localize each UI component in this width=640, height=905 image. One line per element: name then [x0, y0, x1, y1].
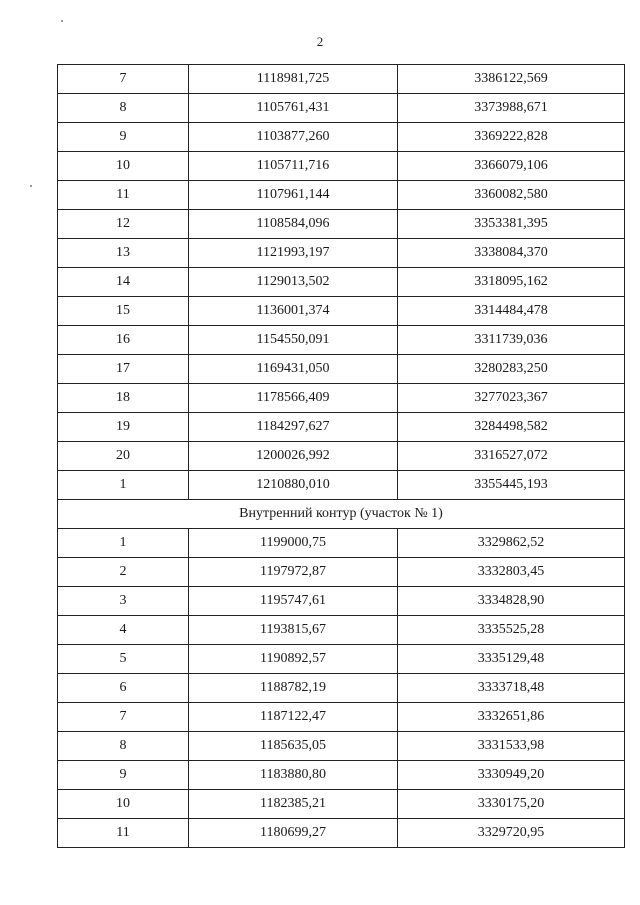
y-coordinate-cell: 3333718,48 — [398, 674, 625, 703]
x-coordinate-cell: 1185635,05 — [189, 732, 398, 761]
point-number-cell: 20 — [58, 442, 189, 471]
scan-speck — [30, 185, 32, 187]
point-number-cell: 5 — [58, 645, 189, 674]
table-row — [58, 326, 625, 355]
point-number-cell: 10 — [58, 790, 189, 819]
y-coordinate-cell: 3366079,106 — [398, 152, 625, 181]
y-coordinate-cell: 3353381,395 — [398, 210, 625, 239]
point-number-cell: 14 — [58, 268, 189, 297]
y-coordinate-cell: 3335129,48 — [398, 645, 625, 674]
table-row — [58, 239, 625, 268]
point-number-cell: 13 — [58, 239, 189, 268]
y-coordinate-cell: 3334828,90 — [398, 587, 625, 616]
y-coordinate-cell: 3318095,162 — [398, 268, 625, 297]
y-coordinate-cell: 3330175,20 — [398, 790, 625, 819]
table-row — [58, 65, 625, 94]
y-coordinate-cell: 3316527,072 — [398, 442, 625, 471]
table-row — [58, 790, 625, 819]
x-coordinate-cell: 1199000,75 — [189, 529, 398, 558]
point-number-cell: 6 — [58, 674, 189, 703]
x-coordinate-cell: 1154550,091 — [189, 326, 398, 355]
x-coordinate-cell: 1105711,716 — [189, 152, 398, 181]
x-coordinate-cell: 1184297,627 — [189, 413, 398, 442]
outer-contour-rows — [58, 65, 625, 500]
table-row — [58, 529, 625, 558]
table-row — [58, 558, 625, 587]
table-row — [58, 587, 625, 616]
y-coordinate-cell: 3332803,45 — [398, 558, 625, 587]
point-number-cell: 7 — [58, 65, 189, 94]
x-coordinate-cell: 1187122,47 — [189, 703, 398, 732]
x-coordinate-cell: 1136001,374 — [189, 297, 398, 326]
y-coordinate-cell: 3277023,367 — [398, 384, 625, 413]
inner-contour-header — [58, 500, 625, 529]
point-number-cell: 12 — [58, 210, 189, 239]
point-number-cell: 2 — [58, 558, 189, 587]
point-number-cell: 1 — [58, 529, 189, 558]
coordinates-table — [57, 64, 625, 848]
table-row — [58, 761, 625, 790]
x-coordinate-cell: 1210880,010 — [189, 471, 398, 500]
table-row — [58, 268, 625, 297]
inner-contour-rows — [58, 529, 625, 848]
y-coordinate-cell: 3386122,569 — [398, 65, 625, 94]
y-coordinate-cell: 3329720,95 — [398, 819, 625, 848]
y-coordinate-cell: 3284498,582 — [398, 413, 625, 442]
x-coordinate-cell: 1182385,21 — [189, 790, 398, 819]
point-number-cell: 7 — [58, 703, 189, 732]
y-coordinate-cell: 3338084,370 — [398, 239, 625, 268]
point-number-cell: 15 — [58, 297, 189, 326]
y-coordinate-cell: 3311739,036 — [398, 326, 625, 355]
point-number-cell: 1 — [58, 471, 189, 500]
point-number-cell: 16 — [58, 326, 189, 355]
table-row — [58, 645, 625, 674]
x-coordinate-cell: 1108584,096 — [189, 210, 398, 239]
y-coordinate-cell: 3314484,478 — [398, 297, 625, 326]
y-coordinate-cell: 3280283,250 — [398, 355, 625, 384]
table-row — [58, 471, 625, 500]
scan-speck — [61, 20, 63, 22]
x-coordinate-cell: 1180699,27 — [189, 819, 398, 848]
table-row — [58, 819, 625, 848]
y-coordinate-cell: 3335525,28 — [398, 616, 625, 645]
x-coordinate-cell: 1183880,80 — [189, 761, 398, 790]
point-number-cell: 17 — [58, 355, 189, 384]
point-number-cell: 3 — [58, 587, 189, 616]
x-coordinate-cell: 1105761,431 — [189, 94, 398, 123]
x-coordinate-cell: 1129013,502 — [189, 268, 398, 297]
y-coordinate-cell: 3373988,671 — [398, 94, 625, 123]
x-coordinate-cell: 1118981,725 — [189, 65, 398, 94]
table-row — [58, 703, 625, 732]
point-number-cell: 8 — [58, 94, 189, 123]
x-coordinate-cell: 1107961,144 — [189, 181, 398, 210]
point-number-cell: 8 — [58, 732, 189, 761]
x-coordinate-cell: 1195747,61 — [189, 587, 398, 616]
point-number-cell: 11 — [58, 181, 189, 210]
table-row — [58, 297, 625, 326]
point-number-cell: 18 — [58, 384, 189, 413]
table-row — [58, 181, 625, 210]
point-number-cell: 9 — [58, 761, 189, 790]
x-coordinate-cell: 1193815,67 — [189, 616, 398, 645]
x-coordinate-cell: 1178566,409 — [189, 384, 398, 413]
x-coordinate-cell: 1188782,19 — [189, 674, 398, 703]
x-coordinate-cell: 1190892,57 — [189, 645, 398, 674]
table-row — [58, 732, 625, 761]
x-coordinate-cell: 1197972,87 — [189, 558, 398, 587]
y-coordinate-cell: 3369222,828 — [398, 123, 625, 152]
table-row — [58, 674, 625, 703]
point-number-cell: 11 — [58, 819, 189, 848]
y-coordinate-cell: 3329862,52 — [398, 529, 625, 558]
section-header-row — [58, 500, 625, 529]
table-row — [58, 413, 625, 442]
x-coordinate-cell: 1121993,197 — [189, 239, 398, 268]
table-row — [58, 355, 625, 384]
table-row — [58, 123, 625, 152]
table-row — [58, 210, 625, 239]
y-coordinate-cell: 3360082,580 — [398, 181, 625, 210]
y-coordinate-cell: 3332651,86 — [398, 703, 625, 732]
point-number-cell: 19 — [58, 413, 189, 442]
point-number-cell: 9 — [58, 123, 189, 152]
table-row — [58, 616, 625, 645]
table-row — [58, 152, 625, 181]
x-coordinate-cell: 1200026,992 — [189, 442, 398, 471]
y-coordinate-cell: 3330949,20 — [398, 761, 625, 790]
point-number-cell: 10 — [58, 152, 189, 181]
table-row — [58, 384, 625, 413]
x-coordinate-cell: 1169431,050 — [189, 355, 398, 384]
page-number: 2 — [316, 34, 324, 49]
x-coordinate-cell: 1103877,260 — [189, 123, 398, 152]
table-row — [58, 94, 625, 123]
table-row — [58, 442, 625, 471]
point-number-cell: 4 — [58, 616, 189, 645]
y-coordinate-cell: 3331533,98 — [398, 732, 625, 761]
y-coordinate-cell: 3355445,193 — [398, 471, 625, 500]
inner-contour-title: Внутренний контур (участок № 1) — [58, 500, 625, 529]
